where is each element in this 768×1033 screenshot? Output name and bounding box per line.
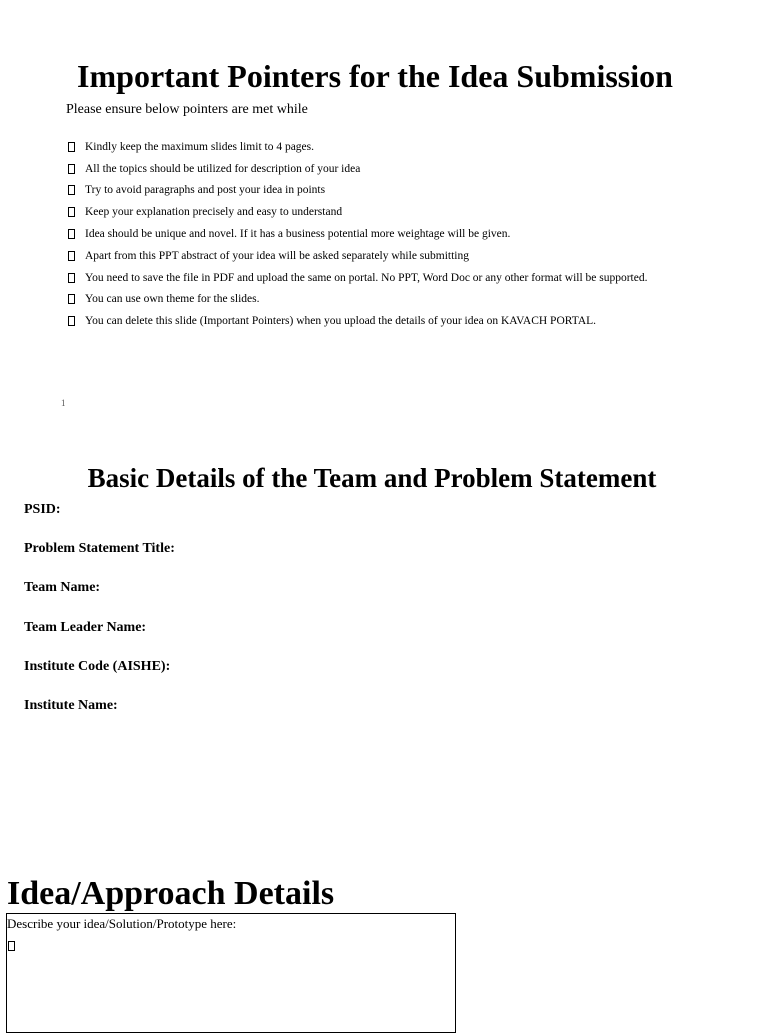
bullet-text: Kindly keep the maximum slides limit to 4 pages. [85,140,315,153]
idea-description-box [6,913,456,1033]
bullet-text: You can use own theme for the slides. [85,293,260,306]
missing-glyph-box-icon [68,164,75,174]
field-team-leader-name: Team Leader Name: [24,619,147,635]
slide1-intro: Please ensure below pointers are met while [66,102,308,117]
list-item [68,158,647,180]
bullet-text: You can delete this slide (Important Pointers) when you upload the details of your idea on KAVACH PORTAL. [85,315,597,328]
missing-glyph-box-icon [68,294,75,304]
field-institute-code: Institute Code (AISHE): [24,658,171,674]
slide1-title: Important Pointers for the Idea Submission [77,58,673,94]
list-item [68,310,647,332]
list-item [68,136,647,158]
field-institute-name: Institute Name: [24,697,118,713]
field-problem-statement-title: Problem Statement Title: [24,541,175,557]
list-item [68,289,647,311]
field-psid: PSID: [24,502,61,517]
page-number: 1 [61,398,66,408]
missing-glyph-box-icon [8,941,15,951]
team-details-fields [24,500,175,735]
missing-glyph-box-icon [68,273,75,283]
idea-description-prompt: Describe your idea/Solution/Prototype here: [7,916,237,931]
missing-glyph-box-icon [68,207,75,217]
pointers-list [68,136,647,332]
bullet-text: Idea should be unique and novel. If it has a business potential more weightage will be given. [85,228,511,241]
missing-glyph-box-icon [68,251,75,261]
bullet-text: You need to save the file in PDF and upload the same on portal. No PPT, Word Doc or any other format will be supported. [85,271,648,284]
list-item [68,180,647,202]
slide3-title: Idea/Approach Details [7,875,335,912]
bullet-text: Keep your explanation precisely and easy to understand [85,206,343,219]
bullet-text: Try to avoid paragraphs and post your idea in points [85,184,326,197]
list-item [68,245,647,267]
bullet-text: Apart from this PPT abstract of your idea will be asked separately while submitting [85,249,469,262]
slide2-title: Basic Details of the Team and Problem Statement [87,463,657,493]
missing-glyph-box-icon [68,316,75,326]
missing-glyph-box-icon [68,185,75,195]
list-item [68,267,647,289]
list-item [68,201,647,223]
missing-glyph-box-icon [68,229,75,239]
missing-glyph-box-icon [68,142,75,152]
bullet-text: All the topics should be utilized for description of your idea [85,162,361,175]
list-item [68,223,647,245]
field-team-name: Team Name: [24,580,101,596]
